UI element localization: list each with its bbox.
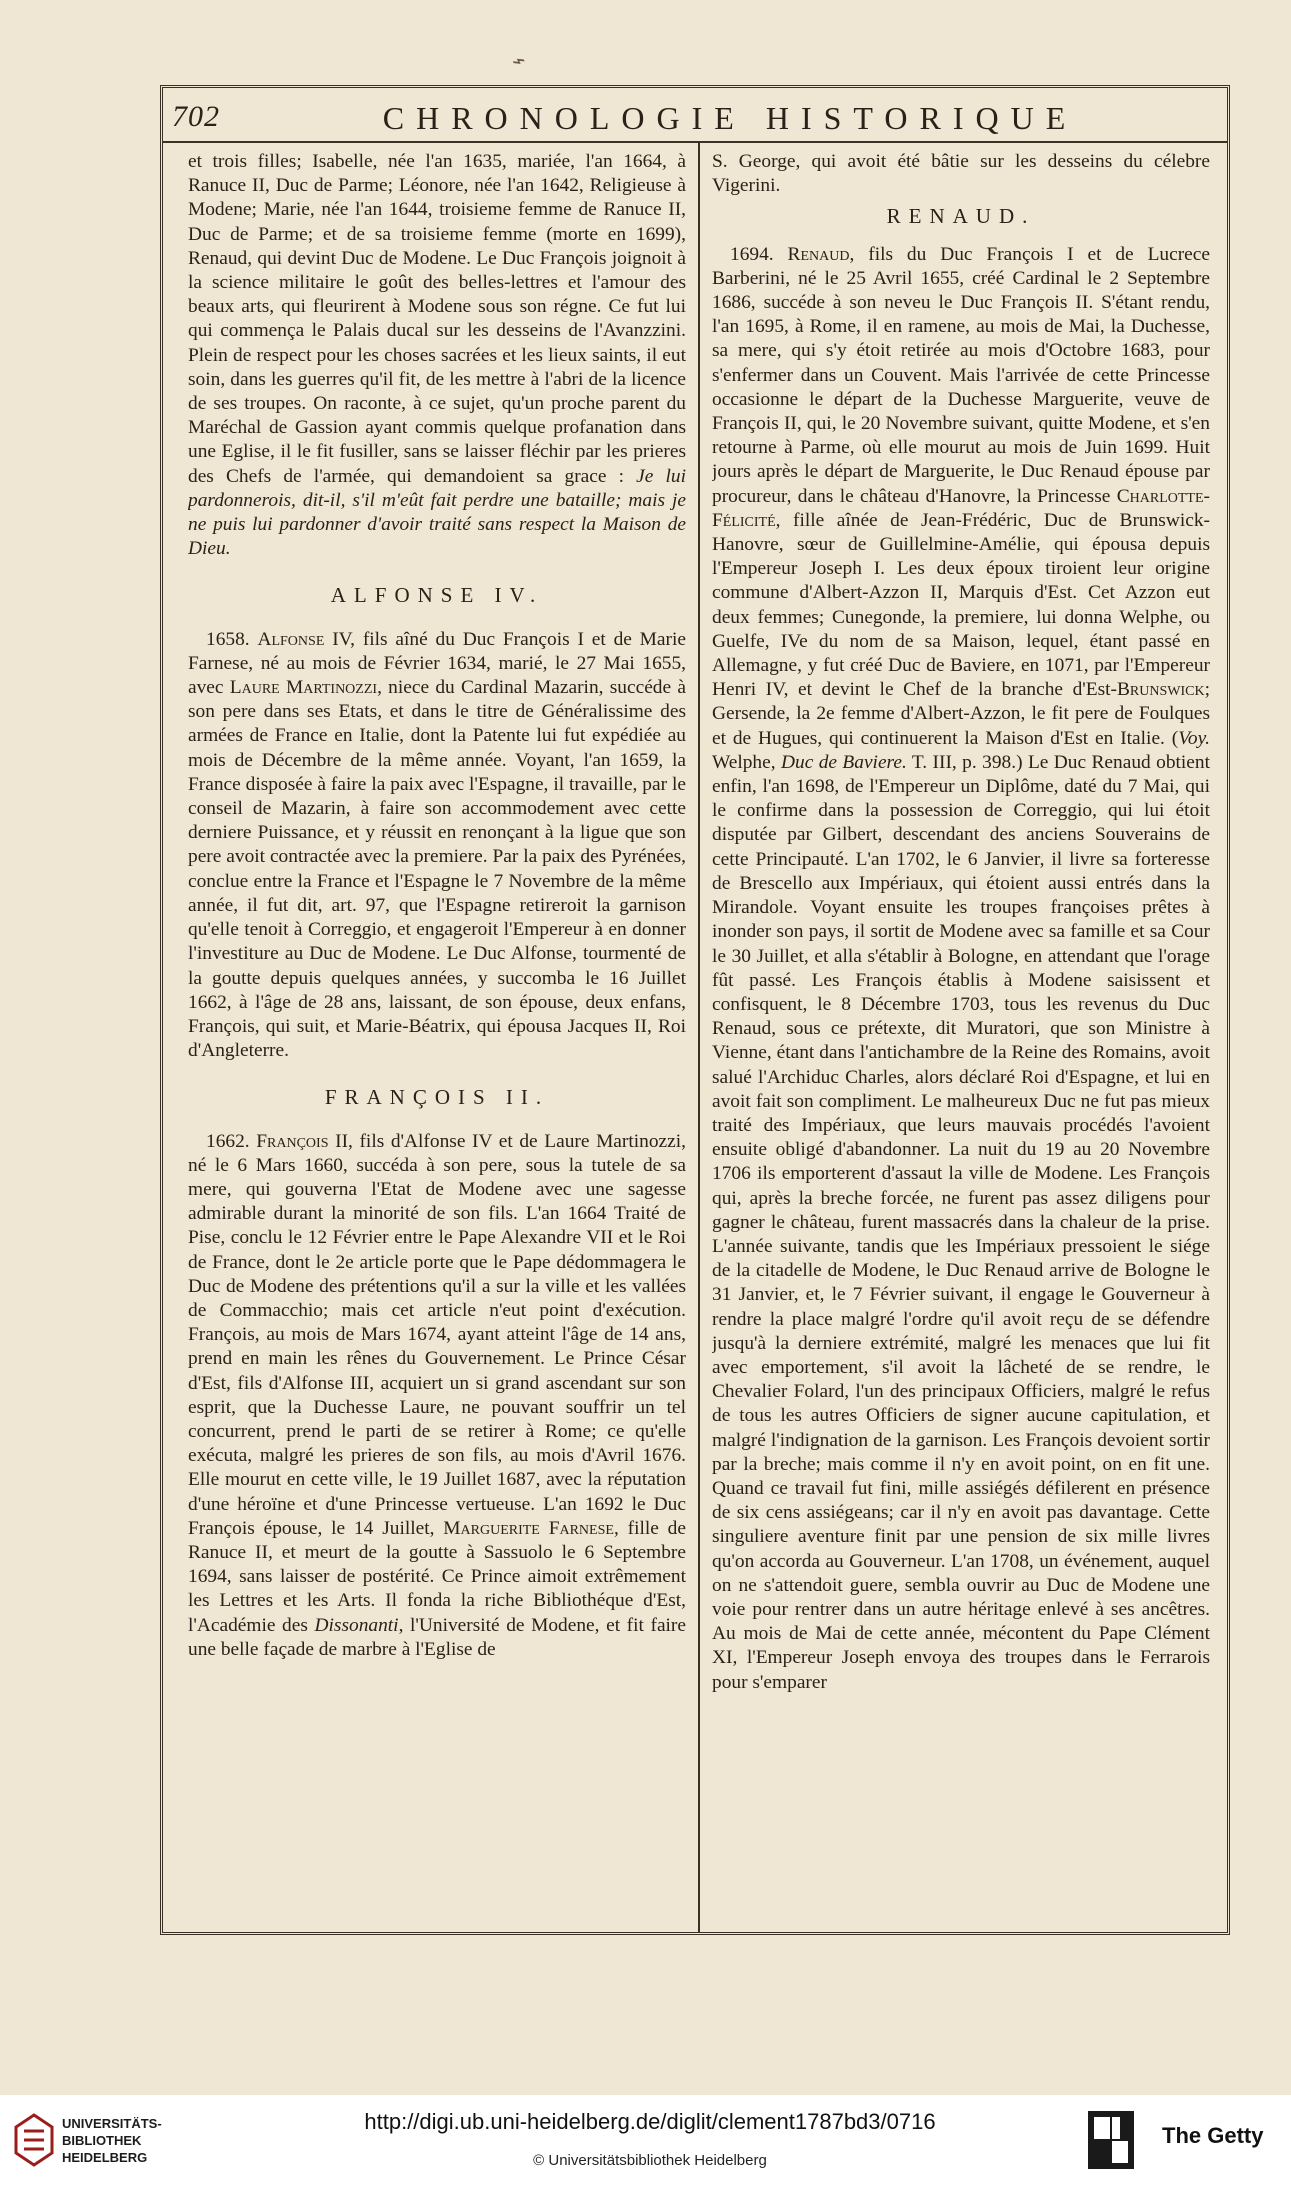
header-rule — [163, 141, 1227, 143]
francois-paragraph: 1662. François II, fils d'Alfonse IV et de Laure Martinozzi, né le 6 Mars 1660, succéda à son pere, sous la tutele de sa mere, qui gouverna l'Etat de Modene avec une sagesse admirable durant la minorité de son fils. L'an 1664 Traité de Pise, conclu le 12 Février entre le Pape Alexandre VII et le Roi de France, dont le 2e article porte que le Pape dédommagera le Duc de Modene des prétentions qu'il a sur la ville et les vallées de Commacchio; mais cet article n'eut point d'exécution. François, au mois de Mars 1674, ayant atteint l'âge de 14 ans, prend en main les rênes du Gouvernement. Le Prince César d'Est, fils d'Alfonse III, acquiert un si grand ascendant sur son esprit, que la Duchesse Laure, ne pouvant souffrir un tel concurrent, prend le parti de se retirer à Rome; ce qu'elle exécuta, malgré les prieres de son fils, au mois d'Avril 1676. Elle mourut en cette ville, le 19 Juillet 1687, avec la réputation d'une héroïne et d'une Princesse vertueuse. L'an 1692 le Duc François épouse, le 14 Juillet, Marguerite Farnese, fille de Ranuce II, et meurt de la goutte à Sassuolo le 6 Septembre 1694, sans laisser de postérité. Ce Prince aimoit extrêmement les Lettres et les Arts. Il fonda la riche Bibliothéque d'Est, l'Académie des Dissonanti, l'Université de Modene, et fit faire une belle façade de marbre à l'Eglise de — [188, 1130, 686, 1660]
column-divider — [698, 143, 700, 1933]
getty-wordmark: The Getty — [1162, 2123, 1264, 2148]
francois-spouse: Marguerite Farnese — [443, 1517, 614, 1539]
renaud-name: Renaud — [787, 243, 850, 265]
brunswick-house: Brunswick — [1117, 679, 1205, 701]
alfonse-paragraph: 1658. Alfonse IV, fils aîné du Duc François I et de Marie Farnese, né au mois de Février 1634, marié, le 27 Mai 1655, avec Laure Martinozzi, niece du Cardinal Mazarin, succéde à son pere dans ses Etats, et dans le titre de Généralissime des armées de France en Italie, dont la Patente lui fut expédiée au mois de Décembre de la même année. Voyant, l'an 1659, la France disposée à faire la paix avec l'Espagne, il travaille, par le conseil de Mazarin, à faire son accommodement avec cette derniere Puissance, et y réussit en renonçant à la ligue que son pere avoit contractée avec la premiere. Par la paix des Pyrénées, conclue entre la France et l'Espagne le 7 Novembre de la même année, il fut dit, art. 97, que l'Espagne retireroit la garnison qu'elle tenoit à Correggio, et engageroit l'Empereur à en donner l'investiture au Duc de Modene. Le Duc Alfonse, tourmenté de la goutte depuis quelques années, y succomba le 16 Juillet 1662, à l'âge de 28 ans, laissant, de son épouse, deux enfans, François, qui suit, et Marie-Béatrix, qui épousa Jacques II, Roi d'Angleterre. — [188, 628, 686, 1062]
intro-paragraph: et trois filles; Isabelle, née l'an 1635, mariée, l'an 1664, à Ranuce II, Duc de Parme; Léonore, née l'an 1642, Religieuse à Modene; Marie, née l'an 1644, troisieme femme de Ranuce II, Duc de Parme; et de sa troisieme femme (morte en 1699), Renaud, qui devint Duc de Modene. Le Duc François joignoit à la science militaire le goût des belles-lettres et l'amour des beaux arts, qui fleurirent à Modene sous son régne. Ce fut lui qui commença le Palais ducal sur les desseins de l'Avanzzini. Plein de respect pour les choses sacrées et les lieux saints, il eut soin, dans les guerres qu'il fit, de les mettre à l'abri de la licence de ses troupes. On raconte, à ce sujet, qu'un proche parent du Maréchal de Gassion ayant commis quelque profanation dans une Eglise, il le fit fusiller, sans se laisser fléchir par les prieres des Chefs de l'armée, qui demandoient sa grace : Je lui pardonnerois, dit-il, s'il m'eût fait perdre une bataille; mais je ne puis lui pardonner d'avoir traité sans respect la Maison de Dieu. — [188, 151, 686, 560]
university-library-logo-icon — [12, 2113, 56, 2167]
library-name: UNIVERSITÄTS- BIBLIOTHEK HEIDELBERG — [62, 2116, 162, 2165]
continuation-paragraph: S. George, qui avoit été bâtie sur les desseins du célebre Vigerini. — [712, 151, 1210, 197]
section-title-renaud: RENAUD. — [886, 204, 1036, 229]
ink-mark: ⌁ — [507, 46, 530, 75]
renaud-spouse: Charlotte-Félicité — [712, 485, 1210, 531]
alfonse-spouse: Laure Martinozzi — [229, 677, 378, 699]
footer-bar — [0, 2095, 1291, 2191]
ref-voy: Voy. — [1178, 727, 1210, 749]
section-title-francois: FRANÇOIS II. — [324, 1085, 550, 1110]
running-head: CHRONOLOGIE HISTORIQUE — [382, 100, 1078, 136]
right-column — [712, 150, 1210, 1920]
academy-name: Dissonanti — [314, 1614, 399, 1636]
getty-logo-icon — [1086, 2109, 1136, 2171]
intro-quote: Je lui pardonnerois, dit-il, s'il m'eût fait perdre une bataille; mais je ne puis lui pardonner d'avoir traité sans respect la Maison de Dieu. — [188, 465, 686, 560]
renaud-paragraph: 1694. Renaud, fils du Duc François I et de Lucrece Barberini, né le 25 Avril 1655, créé Cardinal le 2 Septembre 1686, succéde à son neveu le Duc François II. S'étant rendu, l'an 1695, à Rome, il en ramene, au mois de Mai, la Duchesse, sa mere, qui s'y étoit retirée au mois d'Octobre 1683, pour s'enfermer dans un Couvent. Mais l'arrivée de cette Princesse occasionne le départ de la Duchesse Marguerite, veuve de François II, qui, le 20 Novembre suivant, quitte Modene, et s'en retourne à Parme, où elle mourut au mois de Juin 1699. Huit jours après le départ de Marguerite, le Duc Renaud épouse par procureur, dans le château d'Hanovre, la Princesse Charlotte-Félicité, fille aînée de Jean-Frédéric, Duc de Brunswick-Hanovre, sœur de Guillelmine-Amélie, qui épousa depuis l'Empereur Joseph I. Les deux époux tiroient leur origine commune d'Albert-Azzon II, Marquis d'Est. Cet Azzon eut deux femmes; Cunegonde, la premiere, lui donna Welphe, ou Guelfe, IVe du nom de sa Maison, lequel, étant passé en Allemagne, y fut créé Duc de Baviere, en 1071, par l'Empereur Henri IV, et devint le Chef de la branche d'Est-Brunswick; Gersende, la 2e femme d'Albert-Azzon, le fit pere de Foulques et de Hugues, qui continuerent la Maison d'Est en Italie. (Voy. Welphe, Duc de Baviere. T. III, p. 398.) Le Duc Renaud obtient enfin, l'an 1698, de l'Empereur un Diplôme, daté du 7 Mai, qui le confirme dans la possession de Correggio, qui lui étoit disputée par Gilbert, descendant des anciens Souverains de cette Principauté. L'an 1702, le 6 Janvier, il livre sa forteresse de Brescello aux Impériaux, qui étoient aussi entrés dans la Mirandole. Voyant ensuite les troupes françoises prêtes à inonder son pays, il sortit de Modene avec sa famille et sa Cour le 30 Juillet, et alla s'établir à Bologne, en attendant que l'orage fût passé. Les François établis à Modene saisissent et confisquent, le 8 Décembre 1703, tous les revenus du Duc Renaud, sous ce prétexte, dit Muratori, que son Ministre à Vienne, étant dans l'antichambre de la Reine des Romains, avoit salué l'Archiduc Charles, alors déclaré Roi d'Espagne, et lui en avoit fait son compliment. Le malheureux Duc ne fut pas mieux traité des Impériaux, que leurs mauvais procédés l'avoient ensuite obligé d'abandonner. La nuit du 19 au 20 Novembre 1706 ils emporterent d'assaut la ville de Modene. Les François qui, après la breche forcée, ne furent pas assez diligens pour gagner le château, furent massacrés dans la chaleur de la prise. L'année suivante, tandis que les Impériaux pressoient le siége de la citadelle de Modene, le Duc Renaud arrive de Bologne le 31 Janvier, et, le 7 Février suivant, il engage le Gouverneur à rendre la place malgré l'ordre qu'il avoit reçu de se défendre jusqu'à la derniere extrémité, malgré les menaces que lui fit avec emportement, s'il avoit la lâcheté de se rendre, le Chevalier Folard, l'un des principaux Officiers, malgré le refus de tous les autres Officiers de signer aucune capitulation, et malgré l'indignation de la garnison. Les François devoient sortir par la breche; mais comme il n'y en avoit point, on en fit une. Quand ce travail fut fini, mille assiégés défilerent en présence de six cens assiégeans; car il n'y en avoit pas davantage. Cette singuliere aventure finit par une pension de six mille livres qu'on accorda au Gouverneur. L'an 1708, un événement, auquel on ne s'attendoit guere, sembla ouvrir au Duc de Modene une voie pour rentrer dans un autre héritage enlevé à ses ancêtres. Au mois de Mai de cette année, mécontent du Pape Clément XI, l'Empereur Joseph envoya des troupes dans le Ferrarois pour s'emparer — [712, 243, 1210, 1693]
permalink-url[interactable]: http://digi.ub.uni-heidelberg.de/diglit/clement1787bd3/0716 — [364, 2109, 936, 2134]
alfonse-name: Alfonse — [257, 628, 325, 650]
page-number: 702 — [172, 100, 220, 133]
section-title-alfonse: ALFONSE IV. — [330, 583, 544, 608]
left-column — [188, 150, 686, 1920]
copyright-notice: © Universitätsbibliothek Heidelberg — [533, 2152, 767, 2169]
ref-baviere: Duc de Baviere. — [781, 751, 907, 773]
francois-name: François — [256, 1130, 329, 1152]
